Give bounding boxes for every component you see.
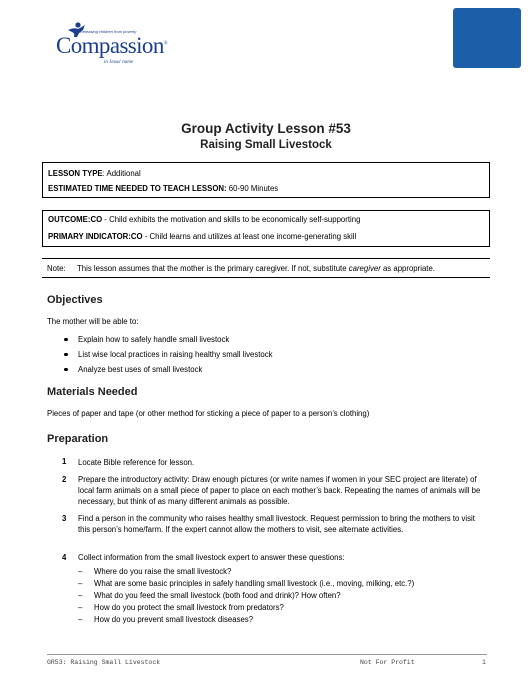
- question-item: – Where do you raise the small livestock?: [78, 567, 232, 576]
- lesson-time-row: ESTIMATED TIME NEEDED TO TEACH LESSON: 60-90 Minutes: [48, 184, 279, 193]
- materials-text: Pieces of paper and tape (or other method for sticking a piece of paper to a person’s clothing): [47, 409, 370, 418]
- outcome-box: [42, 210, 490, 247]
- step-number: 4: [62, 553, 67, 562]
- step-text: Locate Bible reference for lesson.: [78, 458, 195, 467]
- note: Note: This lesson assumes that the mother is the primary caregiver. If not, substitute caregiver as appropriate.: [47, 264, 435, 273]
- logo-brand: Compassion®: [56, 33, 167, 58]
- footer-page-number: 1: [482, 659, 486, 666]
- objectives-intro: The mother will be able to:: [47, 317, 139, 326]
- list-item: Explain how to safely handle small livestock: [47, 335, 273, 350]
- bullet-icon: [64, 353, 68, 357]
- step-number: 2: [62, 475, 67, 484]
- logo-tagline: Releasing children from poverty: [80, 29, 137, 34]
- page-subtitle: Raising Small Livestock: [200, 139, 332, 151]
- question-item: – How do you prevent small livestock diseases?: [78, 615, 254, 624]
- logo-subtitle: in Jesus' name: [104, 60, 134, 65]
- corner-color-block: [453, 8, 521, 68]
- materials-heading: Materials Needed: [47, 386, 138, 398]
- list-item: Analyze best uses of small livestock: [47, 365, 273, 380]
- question-item: – How do you protect the small livestock from predators?: [78, 603, 284, 612]
- list-item: List wise local practices in raising healthy small livestock: [47, 350, 273, 365]
- preparation-heading: Preparation: [47, 433, 109, 445]
- page-title: Group Activity Lesson #53: [181, 121, 351, 136]
- lesson-type-row: LESSON TYPE: Additional: [48, 169, 141, 178]
- footer-notice: Not For Profit: [360, 659, 415, 666]
- step-number: 3: [62, 514, 67, 523]
- lesson-info-box: [42, 162, 490, 198]
- objectives-list: [47, 335, 273, 380]
- question-item: – What are some basic principles in safely handling small livestock (i.e., moving, milking, etc.?): [78, 579, 415, 588]
- indicator-row: PRIMARY INDICATOR:CO - Child learns and utilizes at least one income-generating skill: [48, 232, 357, 241]
- bullet-icon: [64, 338, 68, 342]
- compassion-logo: [56, 20, 166, 70]
- step-text: Collect information from the small livestock expert to answer these questions:: [78, 553, 345, 562]
- objectives-heading: Objectives: [47, 294, 103, 306]
- outcome-row: OUTCOME:CO - Child exhibits the motivation and skills to be economically self-supporting: [48, 215, 361, 224]
- question-item: – What do you feed the small livestock (both food and drink)? How often?: [78, 591, 341, 600]
- step-number: 1: [62, 457, 67, 466]
- note-bottom-rule: [42, 277, 490, 278]
- step-text: Prepare the introductory activity: Draw enough pictures (or write names if women in your SEC project are literate) of local farm animals on a small piece of paper to place on each mother’s back. Repeating the names of animals will be necessary, but think of as many different animals as possible.: [78, 475, 481, 506]
- note-top-rule: [42, 258, 490, 259]
- footer-rule: [47, 654, 487, 655]
- footer-doc-name: GR53: Raising Small Livestock: [47, 659, 161, 666]
- step-text: Find a person in the community who raises healthy small livestock. Request permission to bring the mothers to visit this person’s home/farm. If the expert cannot allow the mothers to visit, see alternate activities.: [78, 514, 475, 534]
- bullet-icon: [64, 368, 68, 372]
